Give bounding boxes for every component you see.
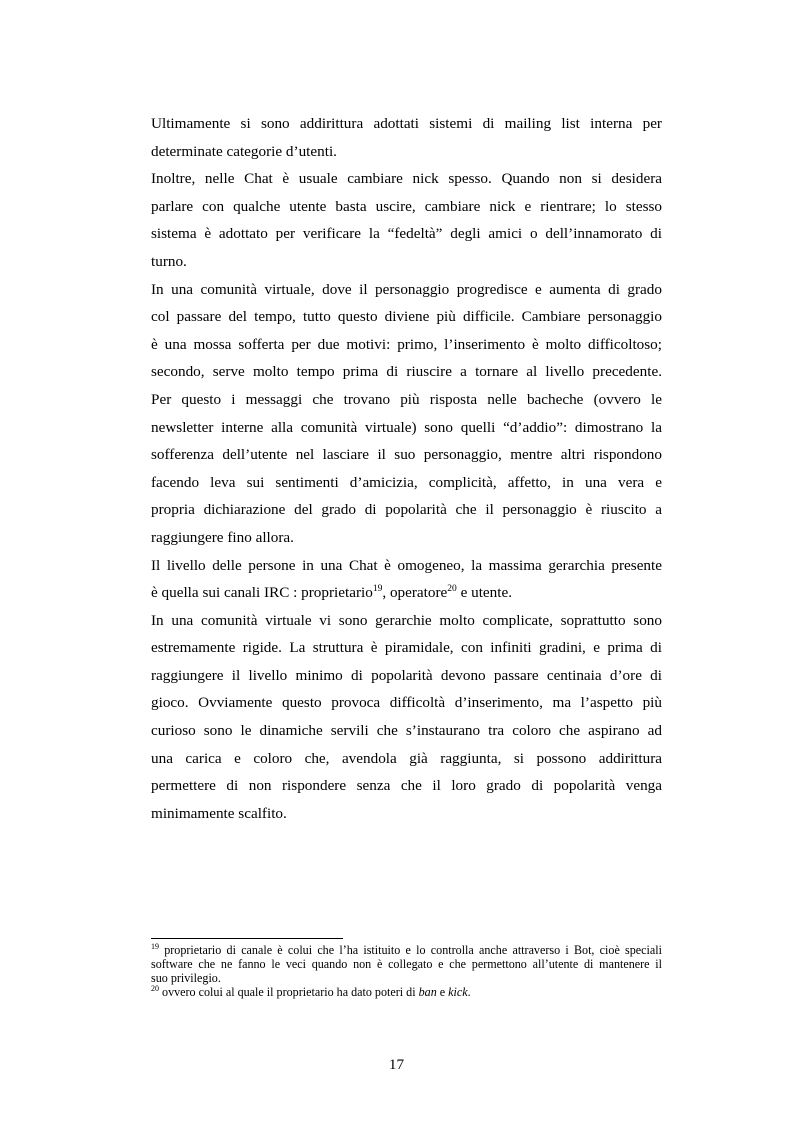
footnotes [151,943,662,999]
footnote-marker-20: 20 [151,984,159,993]
text-line: propria dichiarazione del grado di popolarità che il personaggio è riuscito a [151,501,662,519]
page-number: 17 [388,1056,405,1073]
footnote-marker-19: 19 [151,942,159,951]
text-line: sofferenza dell’utente nel lasciare il suo personaggio, mentre altri rispondono [151,446,662,464]
footnote-text: ovvero colui al quale il proprietario ha dato poteri di [159,985,419,999]
text-line: raggiungere il livello minimo di popolarità devono passare centinaia d’ore di [151,666,662,684]
text-line-with-footnote-refs [151,579,662,607]
footnote-19-line: software che ne fanno le veci quando non è collegato e che permettono all’utente di mantenere il [151,957,662,971]
body-text [151,110,662,827]
text-segment: , operatore [382,584,448,602]
text-line: curioso sono le dinamiche servili che s’instaurano tra coloro che aspirano ad [151,722,662,740]
text-line: facendo leva sui sentimenti d’amicizia, complicità, affetto, in una vera e [151,473,662,491]
footnote-term-ban: ban [418,985,437,999]
text-line: minimamente scalfito. [151,804,287,822]
footnote-term-kick: kick [448,985,468,999]
text-line: col passare del tempo, tutto questo diviene più difficile. Cambiare personaggio [151,308,662,326]
footnote-text: . [467,985,471,999]
text-line: permettere di non rispondere senza che il loro grado di popolarità venga [151,777,662,795]
text-line: secondo, serve molto tempo prima di riuscire a tornare al livello precedente. [151,363,662,381]
text-line: In una comunità virtuale vi sono gerarchie molto complicate, soprattutto sono [151,611,662,629]
text-segment: e utente. [456,584,513,602]
footnote-19-line [151,943,662,957]
footnote-separator [151,938,343,939]
text-line: estremamente rigide. La struttura è piramidale, con infiniti gradini, e prima di [151,639,662,657]
text-line: Il livello delle persone in una Chat è omogeneo, la massima gerarchia presente [151,556,662,574]
text-line: raggiungere fino allora. [151,528,294,546]
text-line: Per questo i messaggi che trovano più risposta nelle bacheche (ovvero le [151,390,662,408]
text-line: Ultimamente si sono addirittura adottati sistemi di mailing list interna per [151,115,662,132]
footnote-19-line: suo privilegio. [151,971,221,985]
text-line: è una mossa sofferta per due motivi: primo, l’inserimento è molto difficoltoso; [151,335,662,353]
footnote-ref-19: 19 [372,584,383,595]
text-line: sistema è adottato per verificare la “fedeltà” degli amici o dell’innamorato di [151,225,662,243]
text-segment: è quella sui canali IRC : proprietario [151,584,373,602]
text-line: Inoltre, nelle Chat è usuale cambiare nick spesso. Quando non si desidera [151,170,662,188]
footnote-ref-20: 20 [447,584,457,595]
text-line: turno. [151,252,187,270]
footnote-text: proprietario di canale è colui che l’ha istituito e lo controlla anche attraverso i Bot, cioè speciali [159,943,662,957]
text-line: una carica e coloro che, avendola già raggiunta, si possono addirittura [151,749,662,767]
footnote-20-line [151,985,662,999]
text-line: In una comunità virtuale, dove il personaggio progredisce e aumenta di grado [151,280,662,298]
text-line: parlare con qualche utente basta uscire, cambiare nick e rientrare; lo stesso [151,197,662,215]
text-line: newsletter interne alla comunità virtuale) sono quelli “d’addio”: dimostrano la [151,418,662,436]
text-line: gioco. Ovviamente questo provoca difficoltà d’inserimento, ma l’aspetto più [151,694,662,712]
footnote-text: e [436,985,449,999]
text-line: determinate categorie d’utenti. [151,142,337,160]
